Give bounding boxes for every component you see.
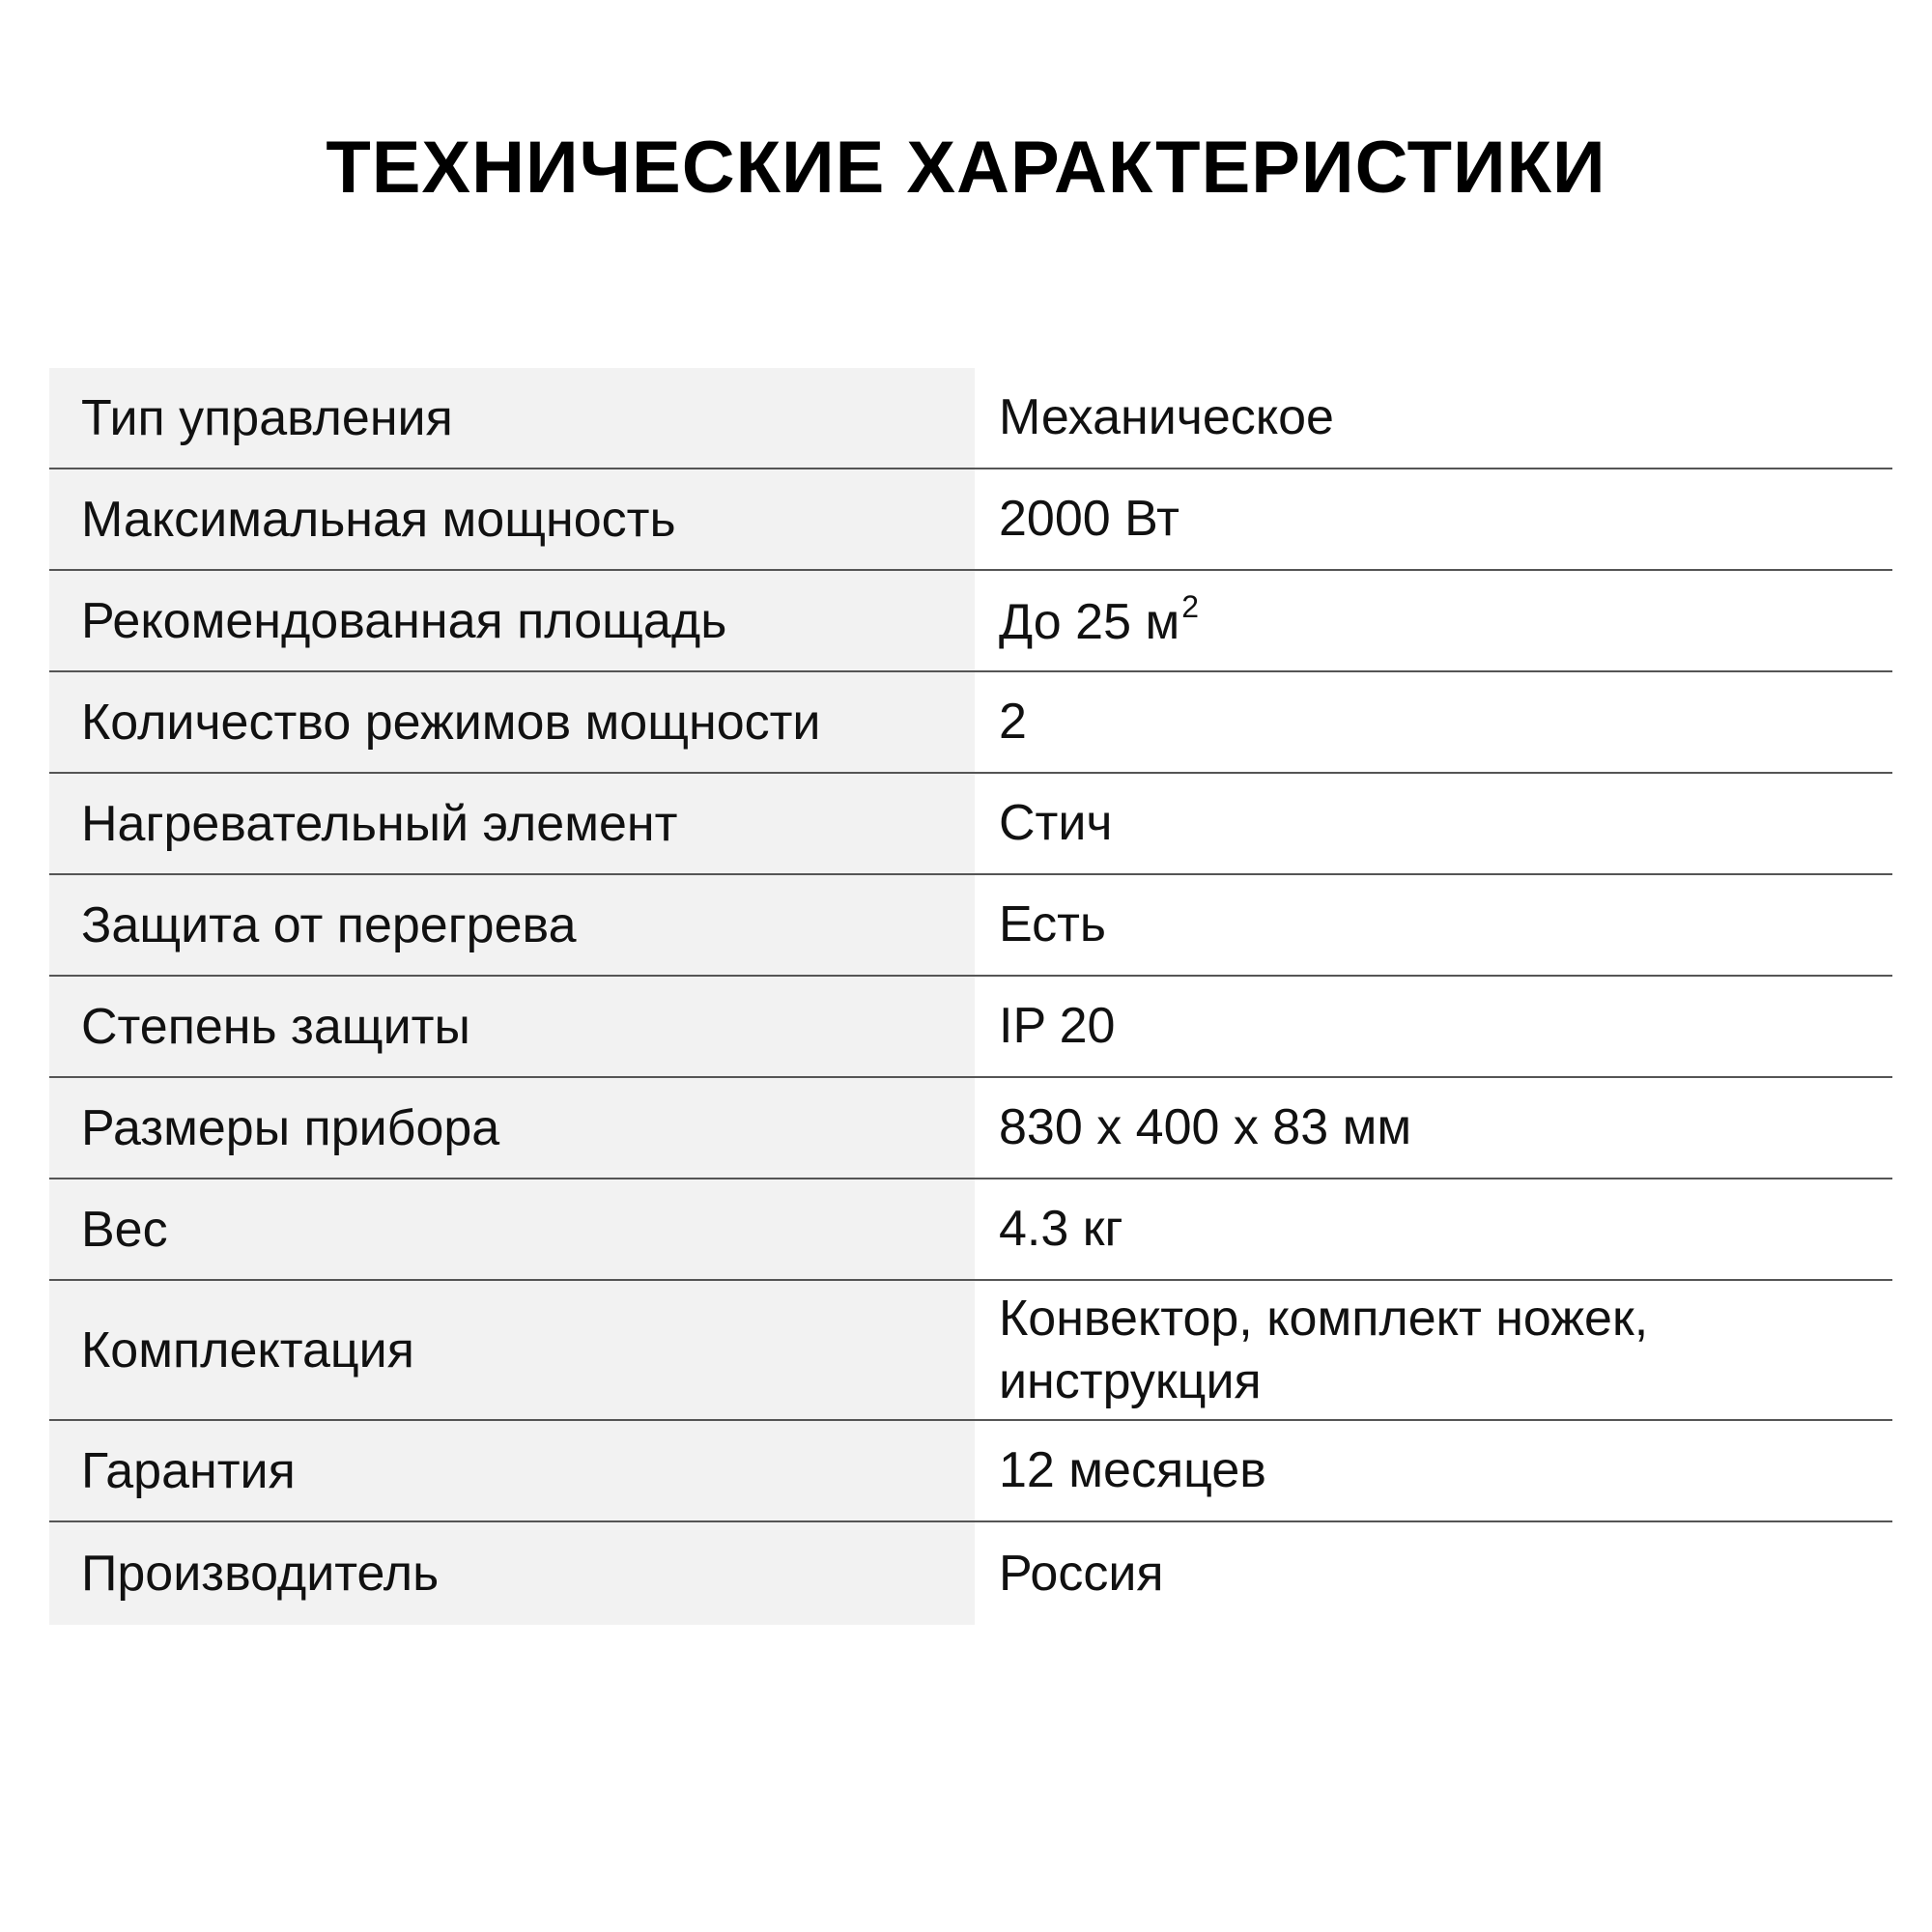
spec-label: Степень защиты xyxy=(49,977,975,1076)
spec-label: Производитель xyxy=(49,1522,975,1625)
spec-value: 2000 Вт xyxy=(999,491,1179,547)
spec-row-weight xyxy=(49,1179,1892,1281)
spec-table xyxy=(49,368,1892,1625)
spec-label: Защита от перегрева xyxy=(49,875,975,975)
spec-row-power-modes xyxy=(49,672,1892,774)
spec-value: Есть xyxy=(999,896,1107,952)
spec-row-warranty xyxy=(49,1421,1892,1522)
spec-value: Россия xyxy=(999,1545,1164,1602)
spec-label: Максимальная мощность xyxy=(49,469,975,569)
spec-label: Количество режимов мощности xyxy=(49,672,975,772)
spec-value: 2 xyxy=(999,694,1027,750)
spec-value xyxy=(975,571,1892,670)
spec-value: 4.3 кг xyxy=(999,1201,1123,1257)
spec-label: Тип управления xyxy=(49,368,975,468)
area-value: До 25 м xyxy=(999,594,1180,650)
spec-label: Комплектация xyxy=(49,1281,975,1419)
spec-value: Стич xyxy=(999,795,1113,851)
spec-row-package xyxy=(49,1281,1892,1421)
area-unit-superscript: 2 xyxy=(1181,589,1200,624)
spec-row-max-power xyxy=(49,469,1892,571)
spec-value: Механическое xyxy=(999,389,1334,445)
spec-row-overheat-protection xyxy=(49,875,1892,977)
spec-label: Вес xyxy=(49,1179,975,1279)
spec-label: Гарантия xyxy=(49,1421,975,1520)
spec-label: Рекомендованная площадь xyxy=(49,571,975,670)
spec-row-recommended-area xyxy=(49,571,1892,672)
spec-label: Размеры прибора xyxy=(49,1078,975,1178)
spec-value: Конвектор, комплект ножек, инструкция xyxy=(999,1290,1649,1409)
spec-value: 830 х 400 х 83 мм xyxy=(999,1099,1412,1155)
spec-row-heating-element xyxy=(49,774,1892,875)
page-title: ТЕХНИЧЕСКИЕ ХАРАКТЕРИСТИКИ xyxy=(326,127,1606,209)
spec-label: Нагревательный элемент xyxy=(49,774,975,873)
spec-row-protection-degree xyxy=(49,977,1892,1078)
spec-row-dimensions xyxy=(49,1078,1892,1179)
spec-row-control-type xyxy=(49,368,1892,469)
spec-value: IP 20 xyxy=(999,998,1116,1054)
spec-value: 12 месяцев xyxy=(999,1442,1266,1498)
spec-row-manufacturer xyxy=(49,1522,1892,1625)
